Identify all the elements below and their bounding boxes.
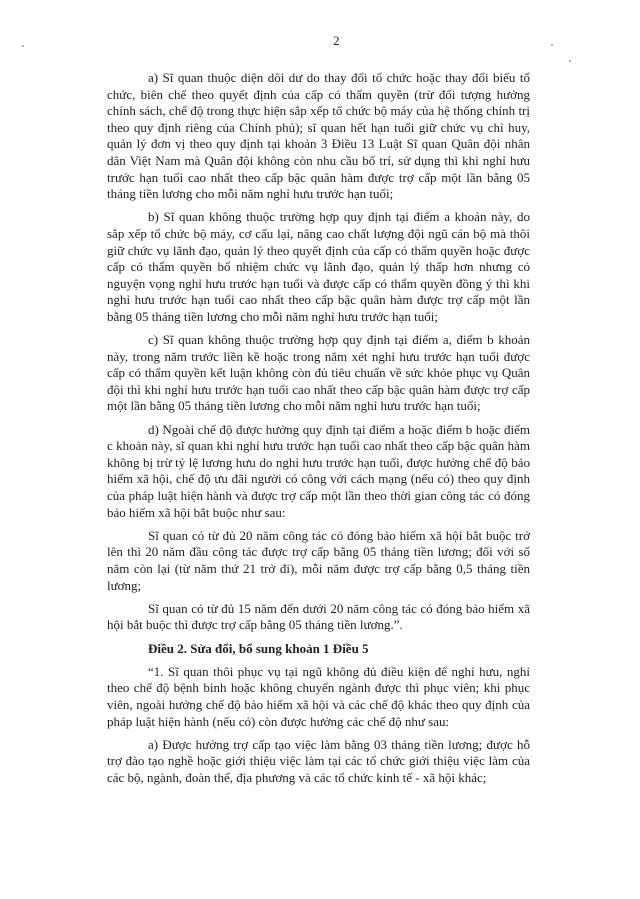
point-c-paragraph: c) Sĩ quan không thuộc trường hợp quy định tại điểm a, điểm b khoản này, trong năm trước liền kề hoặc trong năm xét nghỉ hưu trước hạn tuổi được cấp có thẩm quyền kết luận không còn đủ tiêu chuẩn về sức khỏe phục vụ Quân đội thì khi nghỉ hưu trước hạn tuổi cao nhất theo cấp bậc quân hàm được trợ cấp một lần bằng 05 tháng tiền lương cho mỗi năm nghỉ hưu trước hạn tuổi; (107, 332, 530, 414)
point-d-paragraph: d) Ngoài chế độ được hưởng quy định tại điểm a hoặc điểm b hoặc điểm c khoản này, sĩ quan khi nghỉ hưu trước hạn tuổi cao nhất theo cấp bậc quân hàm không bị trừ tỷ lệ lương hưu do nghỉ hưu trước hạn tuổi, được hưởng chế độ bảo hiểm xã hội, chế độ ưu đãi người có công với cách mạng (nếu có) theo quy định của pháp luật hiện hành và được trợ cấp một lần theo thời gian công tác có đóng bảo hiểm xã hội bắt buộc như sau: (107, 421, 530, 520)
point-a-paragraph: a) Sĩ quan thuộc diện dôi dư do thay đổi tổ chức hoặc thay đổi biểu tổ chức, biên chế theo quyết định của cấp có thẩm quyền (trừ đối tượng hưởng chính sách, chế độ trong thực hiện sắp xếp tổ chức bộ máy của hệ thống chính trị theo quy định riêng của Chính phủ); sĩ quan hết hạn tuổi giữ chức vụ chỉ huy, quản lý đơn vị theo quy định tại khoản 3 Điều 13 Luật Sĩ quan Quân đội nhân dân Việt Nam mà Quân đội không còn nhu cầu bố trí, sử dụng thì khi nghỉ hưu trước hạn tuổi cao nhất theo cấp bậc quân hàm được trợ cấp một lần bằng 05 tháng tiền lương cho mỗi năm nghỉ hưu trước hạn tuổi; (107, 70, 530, 202)
article-2-heading: Điều 2. Sửa đổi, bổ sung khoản 1 Điều 5 (148, 640, 369, 656)
page-number: 2 (333, 33, 340, 48)
subsidy-20-years-paragraph: Sĩ quan có từ đủ 20 năm công tác có đóng bảo hiểm xã hội bắt buộc trở lên thì 20 năm đầu công tác được trợ cấp bằng 05 tháng tiền lương; đối với số năm còn lại (từ năm thứ 21 trở đi), mỗi năm được trợ cấp bằng 0,5 tháng tiền lương; (107, 527, 530, 593)
scan-speck (551, 44, 553, 46)
article-2-point-a-paragraph: a) Được hưởng trợ cấp tạo việc làm bằng 03 tháng tiền lương; được hỗ trợ đào tạo nghề hoặc giới thiệu việc làm tại các tổ chức giới thiệu việc làm của các bộ, ngành, đoàn thể, địa phương và các tổ chức kinh tế - xã hội khác; (107, 736, 530, 785)
document-body (107, 70, 530, 793)
article-2-clause-1-paragraph: “1. Sĩ quan thôi phục vụ tại ngũ không đủ điều kiện để nghỉ hưu, nghỉ theo chế độ bệnh binh hoặc không chuyển ngành được thì phục viên; khi phục viên, ngoài hưởng chế độ bảo hiểm xã hội và các chế độ khác theo quy định của pháp luật hiện hành (nếu có) còn được hưởng các chế độ như sau: (107, 663, 530, 729)
scan-speck (569, 60, 571, 62)
subsidy-15-years-paragraph: Sĩ quan có từ đủ 15 năm đến dưới 20 năm công tác có đóng bảo hiểm xã hội bắt buộc thì được trợ cấp bằng 05 tháng tiền lương.”. (107, 600, 530, 633)
scan-speck (22, 45, 24, 47)
point-b-paragraph: b) Sĩ quan không thuộc trường hợp quy định tại điểm a khoản này, do sắp xếp tổ chức bộ máy, cơ cấu lại, nâng cao chất lượng đội ngũ cán bộ mà thôi giữ chức vụ lãnh đạo, quản lý theo quyết định của cấp có thẩm quyền hoặc được cấp có thẩm quyền bổ nhiệm chức vụ lãnh đạo, quản lý thấp hơn nhưng có nguyện vọng nghỉ hưu trước hạn tuổi và được cấp có thẩm quyền đồng ý thì khi nghỉ hưu trước hạn tuổi cao nhất theo cấp bậc quân hàm được trợ cấp một lần bằng 05 tháng tiền lương cho mỗi năm nghỉ hưu trước hạn tuổi; (107, 209, 530, 324)
